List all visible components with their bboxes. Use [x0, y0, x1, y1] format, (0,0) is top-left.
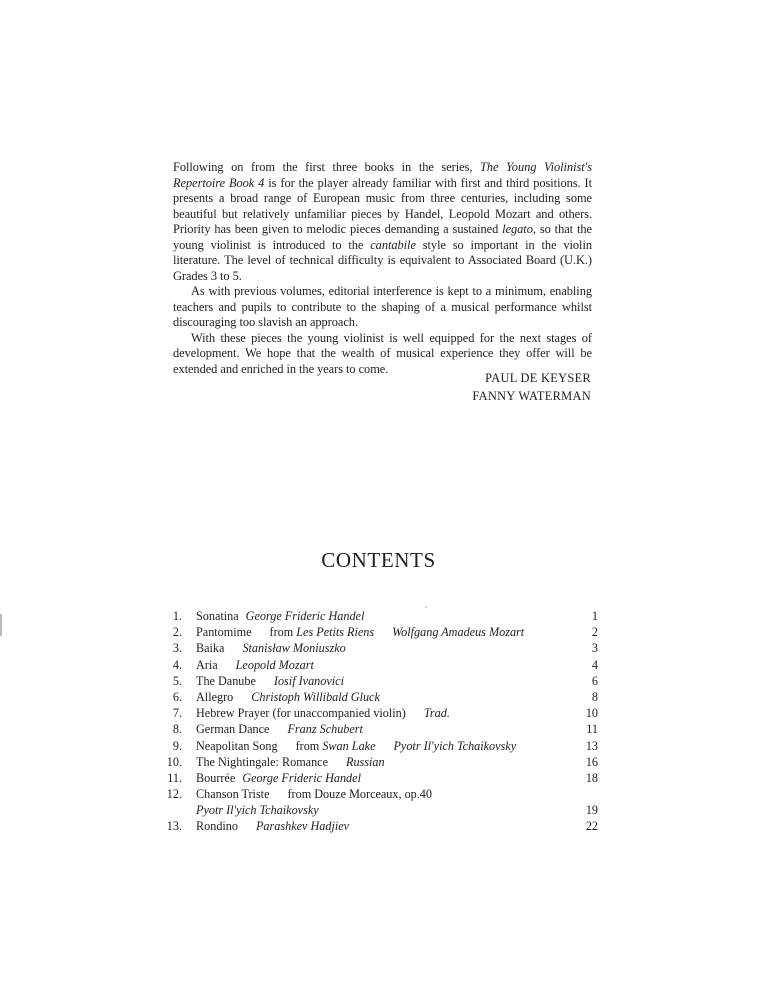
piece-title: Allegro: [196, 689, 234, 704]
toc-entry: 1. Sonatina George Frideric Handel 1: [172, 609, 598, 623]
book-title: The Young Violinist's Repertoire Book 4: [173, 160, 593, 190]
piece-title: Rondino: [196, 819, 238, 834]
composer: George Frideric Handel: [245, 609, 365, 623]
page-number: 13: [585, 738, 598, 753]
composer: Trad.: [423, 706, 450, 721]
toc-entry: 12. Chanson Triste from Douze Morceaux, op.40: [166, 787, 432, 802]
signature-author: FANNY WATERMAN: [472, 389, 591, 403]
toc-entry: 10. The Nightingale: Romance Russian 16: [166, 754, 598, 769]
composer: Pyotr Il'yich Tchaikovsky: [393, 738, 517, 753]
toc-entry: 13. Rondino Parashkev Hadjiev 22: [166, 819, 598, 834]
table-of-contents: [160, 608, 598, 835]
piece-title: Sonatina: [196, 609, 239, 623]
page-number: 16: [585, 754, 598, 769]
piece-title: The Danube: [196, 673, 256, 688]
piece-title: Neapolitan Song: [196, 738, 278, 753]
composer: Franz Schubert: [287, 722, 363, 737]
piece-title: Chanson Triste: [196, 787, 270, 802]
composer: Pyotr Il'yich Tchaikovsky: [196, 803, 319, 818]
preface-text: [173, 160, 592, 377]
page-number: 4: [591, 657, 598, 672]
page-number: 3: [591, 641, 598, 656]
piece-title: Pantomime: [196, 625, 252, 640]
toc-entry: 11. Bourrée George Frideric Handel 18: [167, 770, 598, 785]
toc-entry: 8. German Dance Franz Schubert 11: [172, 722, 598, 737]
toc-entry: 9. Neapolitan Song from Swan Lake Pyotr Il'yich Tchaikovsky 13: [172, 738, 598, 753]
composer: Leopold Mozart: [235, 657, 314, 672]
composer: Christoph Willibald Gluck: [251, 689, 380, 704]
toc-entry: 3. Baika Stanisław Moniuszko 3: [172, 641, 598, 656]
composer: Iosif Ivanovici: [273, 673, 344, 688]
composer: Wolfgang Amadeus Mozart: [392, 625, 525, 640]
signature-author: PAUL DE KEYSER: [485, 371, 591, 385]
toc-entry-continuation: [160, 802, 598, 818]
toc-entry: 2. Pantomime from Les Petits Riens Wolfgang Amadeus Mozart 2: [172, 625, 598, 640]
preface-paragraph-2: As with previous volumes, editorial interference is kept to a minimum, enabling teachers and pupils to contribute to the shaping of a musical performance whilst discouraging too slavish an approach.: [173, 284, 592, 329]
toc-entry: 4. Aria Leopold Mozart 4: [172, 657, 598, 672]
piece-title: Aria: [196, 657, 218, 672]
preface-paragraph-3: With these pieces the young violinist is well equipped for the next stages of development. We hope that the wealth of musical experience they offer will be extended and enriched in the years to come.: [173, 330, 592, 376]
composer: George Frideric Handel: [242, 770, 361, 785]
piece-title: The Nightingale: Romance: [196, 754, 328, 769]
toc-entry: 6. Allegro Christoph Willibald Gluck 8: [172, 689, 598, 704]
margin-mark: [0, 614, 2, 636]
source-work: Les Petits Riens: [296, 625, 375, 640]
page-number: 19: [585, 803, 598, 818]
page-number: 11: [586, 722, 598, 737]
source-work: from Douze Morceaux, op.40: [287, 787, 432, 802]
contents-heading: CONTENTS: [321, 548, 436, 572]
page-number: 10: [585, 706, 598, 721]
page-number: 22: [585, 819, 598, 834]
composer: Stanisław Moniuszko: [242, 641, 346, 656]
composer: Russian: [346, 754, 385, 769]
piece-title: Hebrew Prayer (for unaccompanied violin): [196, 706, 406, 721]
toc-entry: 5. The Danube Iosif Ivanovici 6: [172, 673, 598, 688]
piece-title: Baika: [196, 641, 225, 656]
page-number: 2: [591, 625, 598, 640]
composer: Parashkev Hadjiev: [255, 819, 350, 834]
source-work: Swan Lake: [322, 738, 376, 753]
page-number: 8: [591, 689, 598, 704]
page-number: 18: [585, 770, 598, 785]
page-number: 1: [591, 609, 598, 623]
signatures: [350, 369, 591, 405]
page-number: 6: [591, 673, 598, 688]
preface-paragraph-1: Following on from the first three books in the series, The Young Violinist's Repertoire Book 4 is for the player already familiar with first and third positions. It presents a broad range of European music from three centuries, including some beautiful but relatively unfamiliar pieces by Handel, Leopold Mozart and others. Priority has been given to melodic pieces demanding a sustained legato, so that the young violinist is introduced to the cantabile style so important in the violin literature. The level of technical difficulty is equivalent to Associated Board (U.K.) Grades 3 to 5.: [173, 160, 593, 283]
toc-entry: 7. Hebrew Prayer (for unaccompanied violin) Trad. 10: [172, 706, 598, 721]
piece-title: Bourrée: [196, 770, 236, 785]
piece-title: German Dance: [196, 722, 270, 737]
